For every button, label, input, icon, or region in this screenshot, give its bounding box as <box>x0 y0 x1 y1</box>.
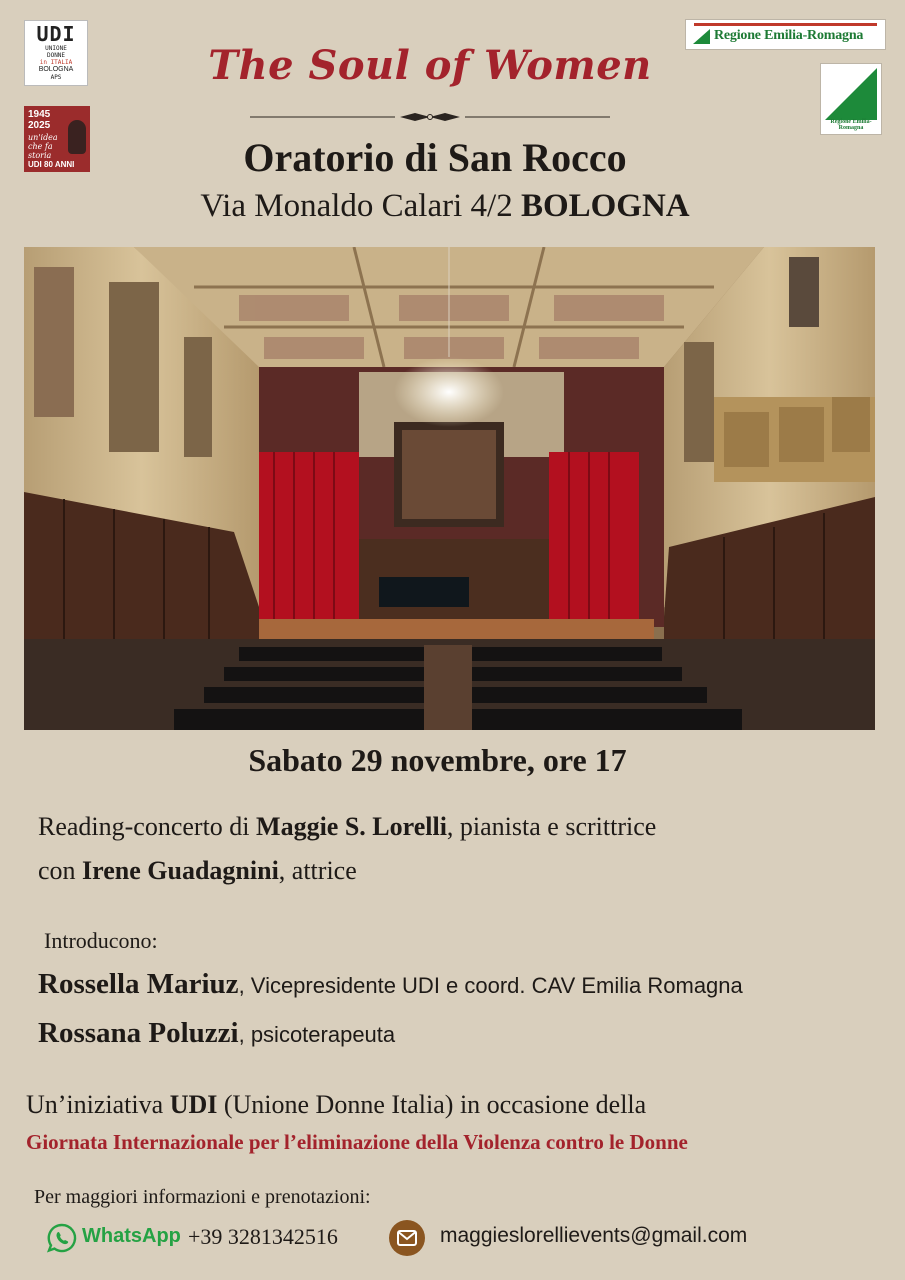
udi-bologna-logo <box>24 20 88 86</box>
performer-line-2-pre: con <box>38 856 83 885</box>
udi-80-years-logo <box>24 106 90 172</box>
performer-line-1 <box>38 812 656 842</box>
speaker-2 <box>38 1017 395 1050</box>
event-title: The Soul of Women <box>208 42 652 89</box>
mail-icon <box>389 1220 425 1256</box>
anniversary-badge: UDI 80 ANNI <box>28 160 75 169</box>
speaker-1 <box>38 968 743 1001</box>
initiative-line <box>26 1090 646 1120</box>
performer-line-2 <box>38 856 357 886</box>
udi-logo-text: UDI <box>36 22 76 46</box>
phone-number: +39 3281342516 <box>188 1224 338 1249</box>
venue-name: Oratorio di San Rocco <box>243 135 627 180</box>
regione-emilia-romagna-square-logo <box>820 63 882 135</box>
anniversary-tagline: un'idea che fa storia <box>28 133 58 160</box>
contact-email: maggieslorellievents@gmail.com <box>440 1224 748 1247</box>
speaker-2-name: Rossana Poluzzi <box>38 1017 239 1049</box>
udi-logo-line1: UNIONE <box>45 45 67 52</box>
whatsapp-icon <box>46 1222 78 1254</box>
region-banner-text: Regione Emilia-Romagna <box>714 28 864 43</box>
performer-name-2: Irene Guadagnini <box>82 856 279 885</box>
banner-stripe <box>694 23 877 26</box>
ornamental-divider <box>250 110 610 124</box>
speaker-1-name: Rossella Mariuz <box>38 968 239 1000</box>
speaker-1-role: , Vicepresidente UDI e coord. CAV Emilia Romagna <box>238 973 743 998</box>
udi-logo-line2: DONNE <box>46 52 66 59</box>
giornata-internazionale: Giornata Internazionale per l’eliminazione della Violenza contro le Donne <box>26 1130 688 1154</box>
udi-logo-line3: in ITALIA <box>39 59 73 66</box>
address-city: BOLOGNA <box>520 188 690 224</box>
initiative-post: (Unione Donne Italia) in occasione della <box>217 1090 647 1119</box>
portrait-illustration <box>68 120 86 154</box>
performer-line-2-post: , attrice <box>278 856 357 885</box>
regione-emilia-romagna-banner-logo <box>685 19 886 50</box>
introducers-label: Introducono: <box>44 928 158 953</box>
contacts-label: Per maggiori informazioni e prenotazioni: <box>34 1186 371 1208</box>
performer-line-1-pre: Reading-concerto di <box>38 812 257 841</box>
udi-logo-city: BOLOGNA <box>38 66 74 73</box>
envelope-icon <box>389 1220 425 1256</box>
speaker-2-role: , psicoterapeuta <box>238 1022 396 1047</box>
address-street: Via Monaldo Calari 4/2 <box>200 188 521 224</box>
region-square-flag-icon <box>825 68 877 120</box>
venue-address <box>140 188 750 225</box>
oratory-hall-photo <box>24 247 875 730</box>
event-date: Sabato 29 novembre, ore 17 <box>248 742 627 778</box>
initiative-pre: Un’iniziativa <box>26 1090 170 1119</box>
region-square-caption: Regione Emilia-Romagna <box>830 119 872 131</box>
performer-name-1: Maggie S. Lorelli <box>256 812 447 841</box>
whatsapp-label: WhatsApp <box>82 1225 181 1247</box>
udi-logo-suffix: APS <box>50 74 62 81</box>
performer-line-1-post: , pianista e scrittrice <box>446 812 657 841</box>
initiative-udi: UDI <box>169 1090 218 1119</box>
anniversary-year-start: 1945 <box>28 109 51 120</box>
anniversary-year-end: 2025 <box>28 120 51 131</box>
